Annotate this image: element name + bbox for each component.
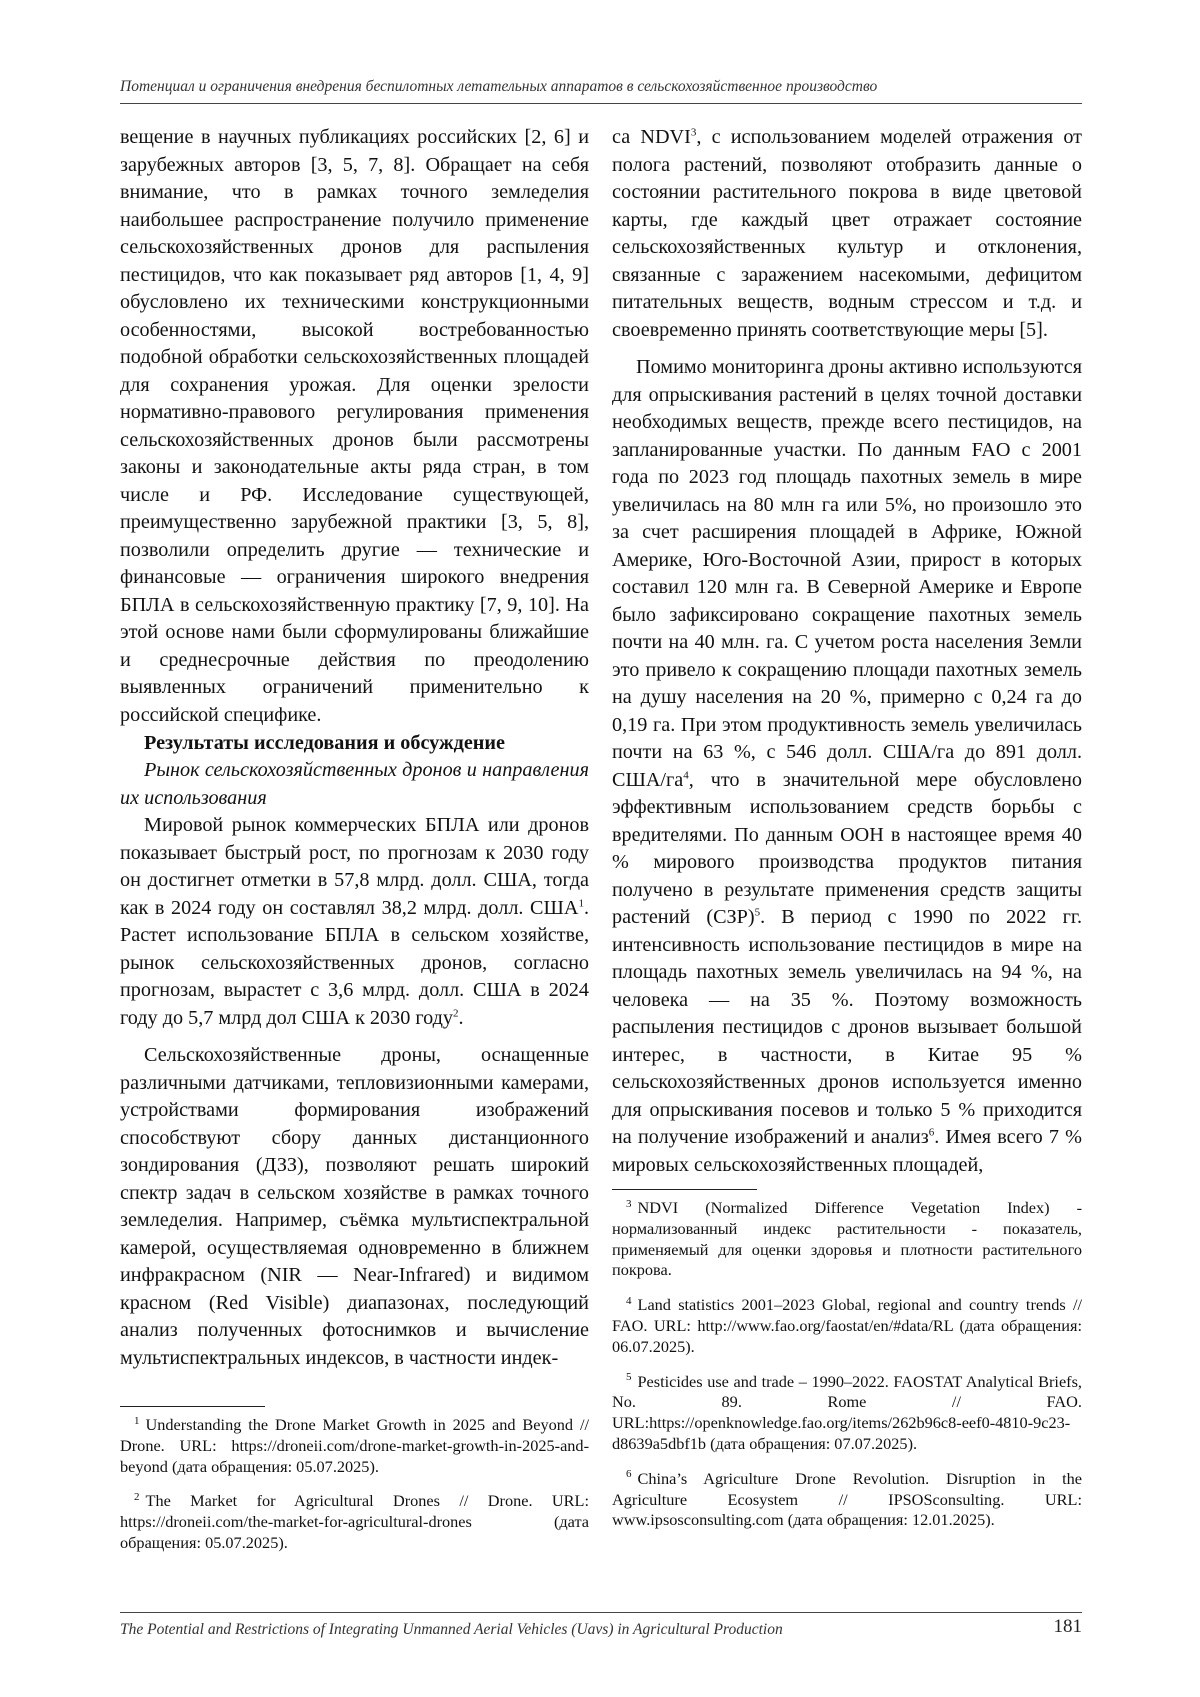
footnote-ref[interactable]: 1 bbox=[578, 896, 584, 909]
text-run: . Имея всего 7 % мировых сельскохозяйственных площадей, bbox=[612, 1126, 1082, 1176]
footnote-text: Land statistics 2001–2023 Global, regional and country trends // FAO. URL: http://www.fao.org/faostat/en/#data/RL (дата обращения: 06.07.2025). bbox=[612, 1295, 1082, 1356]
footnote-number: 2 bbox=[134, 1490, 140, 1503]
footnote-text: Pesticides use and trade – 1990–2022. FAOSTAT Analytical Briefs, No. 89. Rome // FAO. URL:https://openknowledge.fao.org/items/262b96c8-eef0-4810-9c23-d8639a5dbf1b (дата обращения: 07.07.2025). bbox=[612, 1371, 1082, 1453]
footnotes-left bbox=[120, 1415, 589, 1554]
text-run: . Растет использование БПЛА в сельском хозяйстве, рынок сельскохозяйственных дронов, согласно прогнозам, вырастет с 3,6 млрд. долл. США в 2024 году до 5,7 млрд дол США к 2030 году bbox=[120, 896, 589, 1029]
running-foot: The Potential and Restrictions of Integrating Unmanned Aerial Vehicles (Uavs) in Agricultural Production bbox=[120, 1621, 783, 1638]
footnotes-right bbox=[612, 1198, 1082, 1531]
text-run: . bbox=[458, 1006, 464, 1029]
footnote-ref[interactable]: 6 bbox=[928, 1126, 935, 1139]
footnote-text: The Market for Agricultural Drones // Drone. URL: https://droneii.com/the-market-for-agricultural-drones (дата обращения: 05.07.2025). bbox=[120, 1491, 589, 1552]
text-run: Помимо мониторинга дроны активно используются для опрыскивания растений в целях точной доставки необходимых веществ, прежде всего пестицидов, на запланированные участки. По данным FAO с 2001 года по 2023 год площадь пахотных земель в мире увеличилась на 80 млн га или 5%, но произошло это за счет расширения площадей в Африке, Южной Америке, Юго-Восточной Азии, прирост в которых составил 120 млн га. В Северной Америке и Европе было зафиксировано сокращение пахотных земель почти на 40 млн. га. С учетом роста населения Земли это привело к сокращению площади пахотных земель на душу населения на 20 %, примерно с 0,24 га до 0,19 га. При этом продуктивность земель увеличилась почти на 63 %, с 546 долл. США/га до 891 долл. США/га bbox=[612, 356, 1082, 791]
text-run: . В период с 1990 по 2022 гг. интенсивность использование пестицидов в мире на площадь пахотных земель увеличилась на 94 %, на человека — на 35 %. Поэтому возможность распыления пестицидов с дронов вызывает большой интерес, в частности, в Китае 95 % сельскохозяйственных дронов используется именно для опрыскивания посевов и только 5 % приходится на получение изображений и анализ bbox=[612, 906, 1082, 1148]
footnote-text: Understanding the Drone Market Growth in 2025 and Beyond // Drone. URL: https://droneii.com/drone-market-growth-in-2025-and-beyond (дата обращения: 05.07.2025). bbox=[120, 1415, 589, 1476]
text-run: са NDVI bbox=[612, 126, 691, 148]
footnote-number: 4 bbox=[626, 1294, 632, 1307]
header-rule bbox=[120, 103, 1082, 104]
footnote-number: 1 bbox=[134, 1414, 140, 1427]
left-column bbox=[120, 124, 589, 1554]
footnote-ref[interactable]: 3 bbox=[690, 126, 697, 139]
footnote bbox=[612, 1198, 1082, 1281]
subsection-heading: Рынок сельскохозяйственных дронов и направления их использования bbox=[120, 759, 589, 809]
footnote bbox=[120, 1491, 589, 1553]
page-number: 181 bbox=[1053, 1616, 1082, 1637]
footnote bbox=[612, 1295, 1082, 1357]
section-heading: Результаты исследования и обсуждение bbox=[144, 732, 506, 754]
body-paragraph bbox=[120, 812, 589, 1032]
body-paragraph bbox=[612, 354, 1082, 1179]
running-head: Потенциал и ограничения внедрения беспилотных летательных аппаратов в сельскохозяйственное производство bbox=[120, 78, 878, 95]
text-run: Мировой рынок коммерческих БПЛА или дронов показывает быстрый рост, по прогнозам к 2030 году он достигнет отметки в 57,8 млрд. долл. США, тогда как в 2024 году он составлял 38,2 млрд. долл. США bbox=[120, 814, 589, 919]
body-paragraph: вещение в научных публикациях российских [2, 6] и зарубежных авторов [3, 5, 7, 8]. Обращает на себя внимание, что в рамках точного земледелия наибольшее распространение получило применение сельскохозяйственных дронов для распыления пестицидов, что как показывает ряд авторов [1, 4, 9] обусловлено их техническими конструкционными особенностями, высокой востребованностью подобной обработки сельскохозяйственных площадей для сохранения урожая. Для оценки зрелости нормативно-правового регулирования применения сельскохозяйственных дронов были рассмотрены законы и законодательные акты ряда стран, в том числе и РФ. Исследование существующей, преимущественно зарубежной практики [3, 5, 8], позволили определить другие — технические и финансовые — ограничения широкого внедрения БПЛА в сельскохозяйственную практику [7, 9, 10]. На этой основе нами были сформулированы ближайшие и среднесрочные действия по преодолению выявленных ограничений применительно к российской специфике. bbox=[120, 126, 589, 726]
footnote-number: 6 bbox=[626, 1468, 632, 1481]
footnote-ref[interactable]: 2 bbox=[453, 1006, 459, 1019]
right-column bbox=[612, 124, 1082, 1531]
body-paragraph: Сельскохозяйственные дроны, оснащенные различными датчиками, тепловизионными камерами, устройствами формирования изображений способствуют сбору данных дистанционного зондирования (ДЗЗ), позволяют решать широкий спектр задач в сельском хозяйстве в рамках точного земледелия. Например, съёмка мультиспектральной камерой, осуществляемая одновременно в ближнем инфракрасном (NIR — Near-Infrared) и видимом красном (Red Visible) диапазонах, последующий анализ полученных фотоснимков и вычисление мультиспектральных индексов, в частности индек- bbox=[120, 1044, 589, 1369]
footnote bbox=[612, 1372, 1082, 1455]
text-run: , с использованием моделей отражения от полога растений, позволяют отобразить данные о состоянии растительного покрова в виде цветовой карты, где каждый цвет отражает состояние сельскохозяйственных культур и отклонения, связанные с заражением насекомыми, дефицитом питательных веществ, водным стрессом и т.д. и своевременно принять соответствующие меры [5]. bbox=[612, 126, 1082, 341]
footnote-text: China’s Agriculture Drone Revolution. Disruption in the Agriculture Ecosystem // IPSOSconsulting. URL: www.ipsosconsulting.com (дата обращения: 12.01.2025). bbox=[612, 1468, 1082, 1530]
body-paragraph bbox=[612, 124, 1082, 344]
text-run: , что в значительной мере обусловлено эффективным использованием средств борьбы с вредителями. По данным ООН в настоящее время 40 % мирового производства продуктов питания получено в результате применения средств защиты растений (СЗР) bbox=[612, 768, 1082, 928]
footer-rule bbox=[120, 1612, 1082, 1613]
footnote-number: 3 bbox=[626, 1197, 632, 1210]
footnote-text: NDVI (Normalized Difference Vegetation Index) - нормализованный индекс растительности - показатель, применяемый для оценки здоровья и плотности растительного покрова. bbox=[612, 1198, 1082, 1280]
footnote-ref[interactable]: 5 bbox=[754, 906, 761, 919]
footnote-ref[interactable]: 4 bbox=[683, 768, 689, 781]
footnote-number: 5 bbox=[626, 1371, 632, 1384]
footnote bbox=[612, 1469, 1082, 1531]
footnote bbox=[120, 1415, 589, 1477]
